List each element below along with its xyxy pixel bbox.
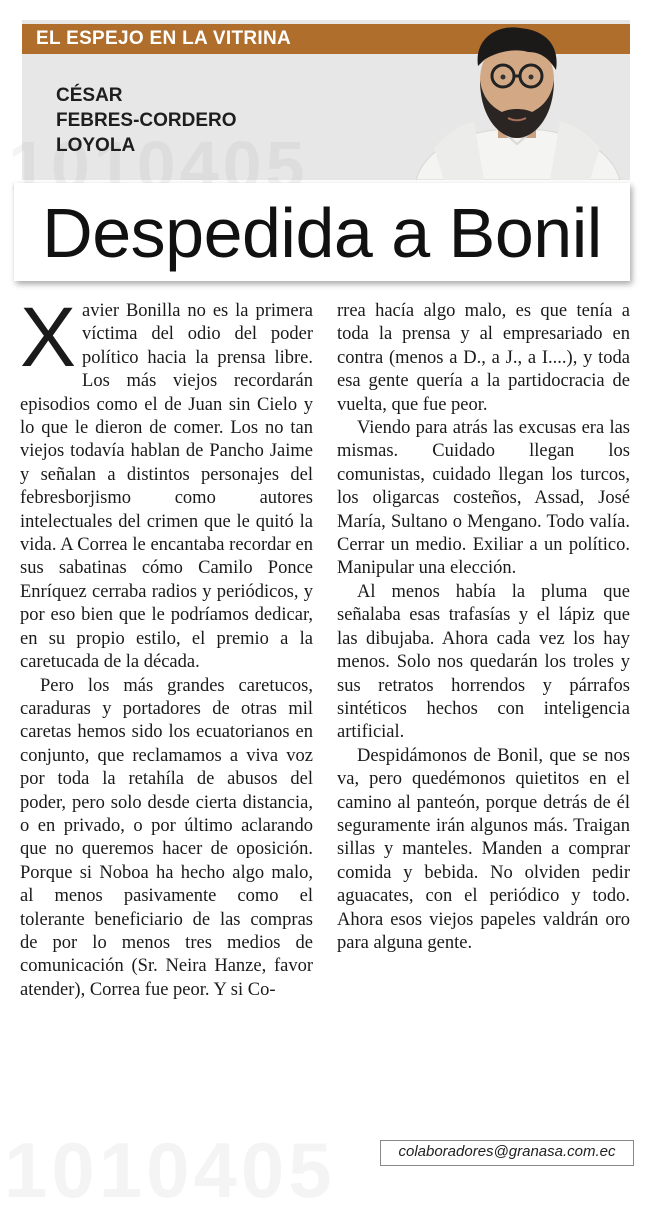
footer-watermark — [4, 1125, 336, 1216]
paragraph: Al menos había la pluma que señalaba esas trafasías y el lápiz que las dibujaba. Ahora cada vez los hay menos. Solo nos quedarán los troles y sus retratos horrendos y párrafos sintéticos hechos con inteligencia artificial. — [337, 581, 630, 743]
article-column-1 — [20, 290, 313, 1002]
contact-email[interactable]: colaboradores@granasa.com.ec — [398, 1143, 616, 1160]
paragraph: Xavier Bonilla no es la primera víctima del odio del poder político hacia la prensa libre. Los más viejos recordarán episodios como el de Juan sin Cielo y lo que le dieron de comer. Los no tan viejos todavía hablan de Pancho Jaime y señalan a distintos personajes del febresborjismo como autores intelectuales del crimen que le quitó la vida. A Correa le encantaba recordar en sus sabatinas cómo Camilo Ponce Enríquez cerraba radios y periódicos, y por eso bien que le podríamos dedicar, en su propio estilo, el premio a la caretucada de la década. — [20, 290, 313, 673]
article-title: Despedida a Bonil — [42, 194, 602, 272]
author-name — [56, 83, 237, 158]
column-name: EL ESPEJO EN LA VITRINA — [36, 28, 292, 49]
headline-box — [14, 183, 630, 281]
paragraph: Pero los más grandes caretucos, caraduras y portadores de otras mil caretas hemos sido los ecuatorianos en conjunto, que reclamamos a viva voz por toda la retahíla de abusos del poder, pero solo desde cierta distancia, o en privado, o por último aclarando que no queremos hacer de oposición. Porque si Noboa ha hecho algo malo, al menos pasivamente como el tolerante beneficiario de las compras de por lo menos tres medios de comunicación (Sr. Neira Hanze, favor atender), Correa fue peor. Y si Co- — [20, 675, 313, 1000]
author-portrait — [404, 26, 630, 180]
contact-email-box — [380, 1140, 634, 1166]
author-line: LOYOLA — [56, 135, 136, 156]
author-line: CÉSAR — [56, 85, 123, 106]
paragraph: rrea hacía algo malo, es que tenía a toda la prensa y al empresariado en contra (menos a D., a J., a I....), y toda esa gente quería a la partidocracia de vuelta, que fue peor. — [337, 301, 630, 415]
author-line: FEBRES-CORDERO — [56, 110, 237, 131]
paragraph: Despidámonos de Bonil, que se nos va, pero quedémonos quietitos en el camino al panteón, porque detrás de él seguramente irán algunos más. Traigan sillas y manteles. Manden a comprar comida y bebida. No olviden pedir aguacates, con el periódico y todo. Ahora esos viejos papeles valdrán oro para alguna gente. — [337, 745, 630, 953]
paragraph: Viendo para atrás las excusas era las mismas. Cuidado llegan los comunistas, cuidado llegan los turcos, los oligarcas costeños, Assad, José María, Sultano o Mengano. Todo valía. Cerrar un medio. Exiliar a un político. Manipular una elección. — [337, 418, 630, 579]
article-column-2 — [337, 300, 630, 955]
